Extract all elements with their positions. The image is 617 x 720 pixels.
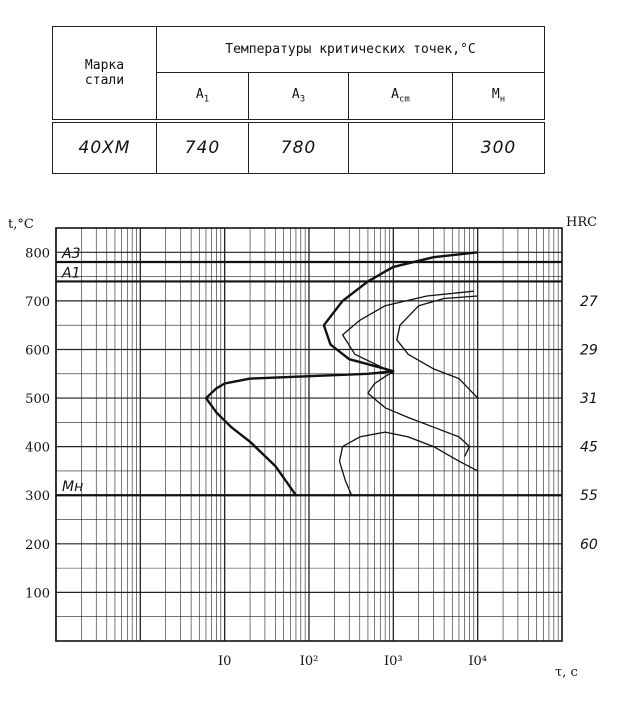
a1-header xyxy=(157,73,249,121)
y-tick-label: 600 xyxy=(25,343,50,359)
transformation-curve xyxy=(397,296,478,398)
hardness-value: 31 xyxy=(580,391,598,408)
x-tick-label: I0⁴ xyxy=(468,654,487,669)
y-tick-label: 700 xyxy=(25,294,50,310)
x-axis-label: τ, с xyxy=(555,665,578,680)
hardness-labels xyxy=(580,294,598,553)
chart-grid xyxy=(56,228,562,641)
y-tick-label: 300 xyxy=(25,489,50,505)
y-tick-label: 800 xyxy=(25,246,50,262)
transformation-curve xyxy=(343,291,474,374)
hardness-value: 60 xyxy=(580,536,598,553)
hardness-value: 55 xyxy=(580,488,598,505)
a1-cell: 740 xyxy=(157,121,249,174)
mn-cell: 300 xyxy=(453,121,545,174)
y-tick-label: 400 xyxy=(25,440,50,456)
a3-cell: 780 xyxy=(249,121,349,174)
mn-header xyxy=(453,73,545,121)
acm-header-label: $A_{cm}$ xyxy=(391,87,410,105)
y-tick-label: 100 xyxy=(25,586,50,602)
reference-line-label: Mн xyxy=(62,479,84,496)
y-tick-label: 500 xyxy=(25,392,50,408)
a1-header-label: $A_1$ xyxy=(195,87,210,105)
acm-cell xyxy=(349,121,453,174)
y-tick-label: 200 xyxy=(25,537,50,553)
critical-points-table xyxy=(52,26,545,174)
hardness-value: 29 xyxy=(580,342,598,359)
hrc-axis-label: HRC xyxy=(566,215,598,230)
hardness-value: 45 xyxy=(580,439,598,456)
x-tick-label: I0² xyxy=(299,654,319,669)
ttt-diagram xyxy=(0,190,617,710)
y-axis-label: t,°C xyxy=(8,217,34,232)
hardness-value: 27 xyxy=(580,293,598,310)
reference-line-label: A1 xyxy=(62,265,81,282)
steel-grade-header xyxy=(53,27,157,121)
steel-grade-cell: 40ХМ xyxy=(53,121,157,174)
acm-header xyxy=(349,73,453,121)
critical-temps-header: Температуры критических точек,°С xyxy=(157,27,545,73)
x-tick-label: I0³ xyxy=(384,654,403,669)
mn-header-label: $M_н$ xyxy=(491,87,506,105)
reference-line-label: A3 xyxy=(62,246,81,263)
a3-header-label: $A_3$ xyxy=(291,87,306,105)
x-tick-label: I0 xyxy=(217,654,232,669)
x-tick-labels xyxy=(218,654,487,669)
transformation-curve xyxy=(340,432,478,495)
steel-grade-header-text: Марка стали xyxy=(84,57,125,88)
a3-header xyxy=(249,73,349,121)
y-tick-labels xyxy=(25,246,50,601)
